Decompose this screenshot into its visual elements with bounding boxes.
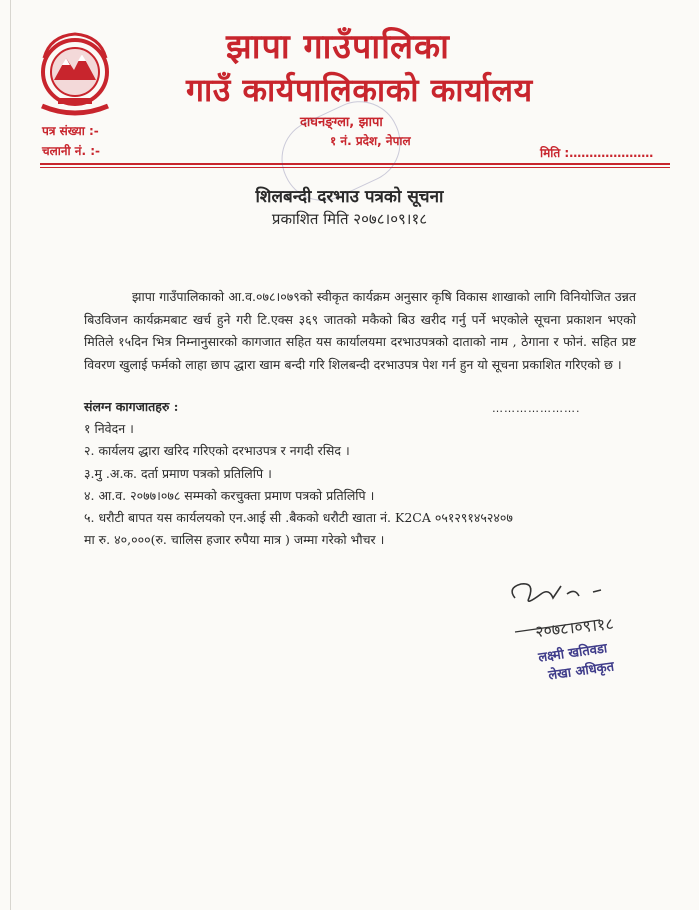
list-item: २. कार्यलय द्धारा खरिद गरिएको दरभाउपत्र र नगदी रसिद । xyxy=(84,443,350,459)
list-item: मा रु. ४०,०००(रु. चालिस हजार रुपैया मात्र ) जम्मा गरेको भौचर । xyxy=(84,532,385,548)
attachment-list xyxy=(84,418,644,552)
list-item: ४. आ.व. २०७७।०७८ सम्मको करचुक्ता प्रमाण पत्रको प्रतिलिपि । xyxy=(84,487,375,503)
signature-date: २०७८।०९।१८ xyxy=(534,613,615,642)
municipality-title: झापा गाउँपालिका xyxy=(226,27,450,67)
stamp-designation: लेखा अधिकृत xyxy=(547,659,615,684)
office-title: गाउँ कार्यपालिकाको कार्यालय xyxy=(186,71,533,109)
list-item: ५. धरौटी बापत यस कार्यलयको एन.आई सी .बैकको धरौटी खाता नं. K2CA ०५१२९१४५२४०७ xyxy=(84,510,513,526)
notice-body-text: झापा गाउँपालिकाको आ.व.०७८।०७९को स्वीकृत कार्यक्रम अनुसार कृषि विकास शाखाको लागि विनियोजित उन्नत बिउविजन कार्यक्रमबाट खर्च हुने गरी टि.एक्स ३६९ जातको मकैको बिउ खरीद गर्नु पर्ने भएकोले सूचना प्रकाशन भएको मितिले १५दिन भित्र निम्नानुसारको कागजात सहित यस कार्यालयमा दरभाउपत्रको दाताको नाम , ठेगाना र फोनं. सहित प्रष्ट विवरण खुलाई फर्मको लाहा छाप द्धारा खाम बन्दी गरि शिलबन्दी दरभाउपत्र पेश गर्न हुन यो सूचना प्रकाशित गरिएको छ । xyxy=(84,289,636,372)
list-item: ३.मु .अ.क. दर्ता प्रमाण पत्रको प्रतिलिपि । xyxy=(84,465,272,481)
province-line: १ नं. प्रदेश, नेपाल xyxy=(330,134,411,148)
page-edge xyxy=(10,0,11,910)
dotted-line: …………………. xyxy=(492,402,581,415)
notice-body xyxy=(84,286,636,376)
stamp-name: लक्ष्मी खतिवडा xyxy=(537,641,609,666)
letter-number-label: पत्र संख्या :- xyxy=(42,124,99,138)
publication-date: प्रकाशित मिति २०७८।०९।१८ xyxy=(271,210,428,228)
nepal-emblem-logo xyxy=(36,28,114,122)
list-item: १ निवेदन । xyxy=(84,421,134,436)
attachments-label: संलग्न कागजातहरु : xyxy=(84,399,179,414)
address-line: दाघनङ्ग्ला, झापा xyxy=(300,115,383,130)
notice-heading: शिलबन्दी दरभाउ पत्रको सूचना xyxy=(255,187,444,207)
date-label: मिति :………………… xyxy=(540,146,654,160)
dispatch-number-label: चलानी नं. :- xyxy=(42,144,100,158)
